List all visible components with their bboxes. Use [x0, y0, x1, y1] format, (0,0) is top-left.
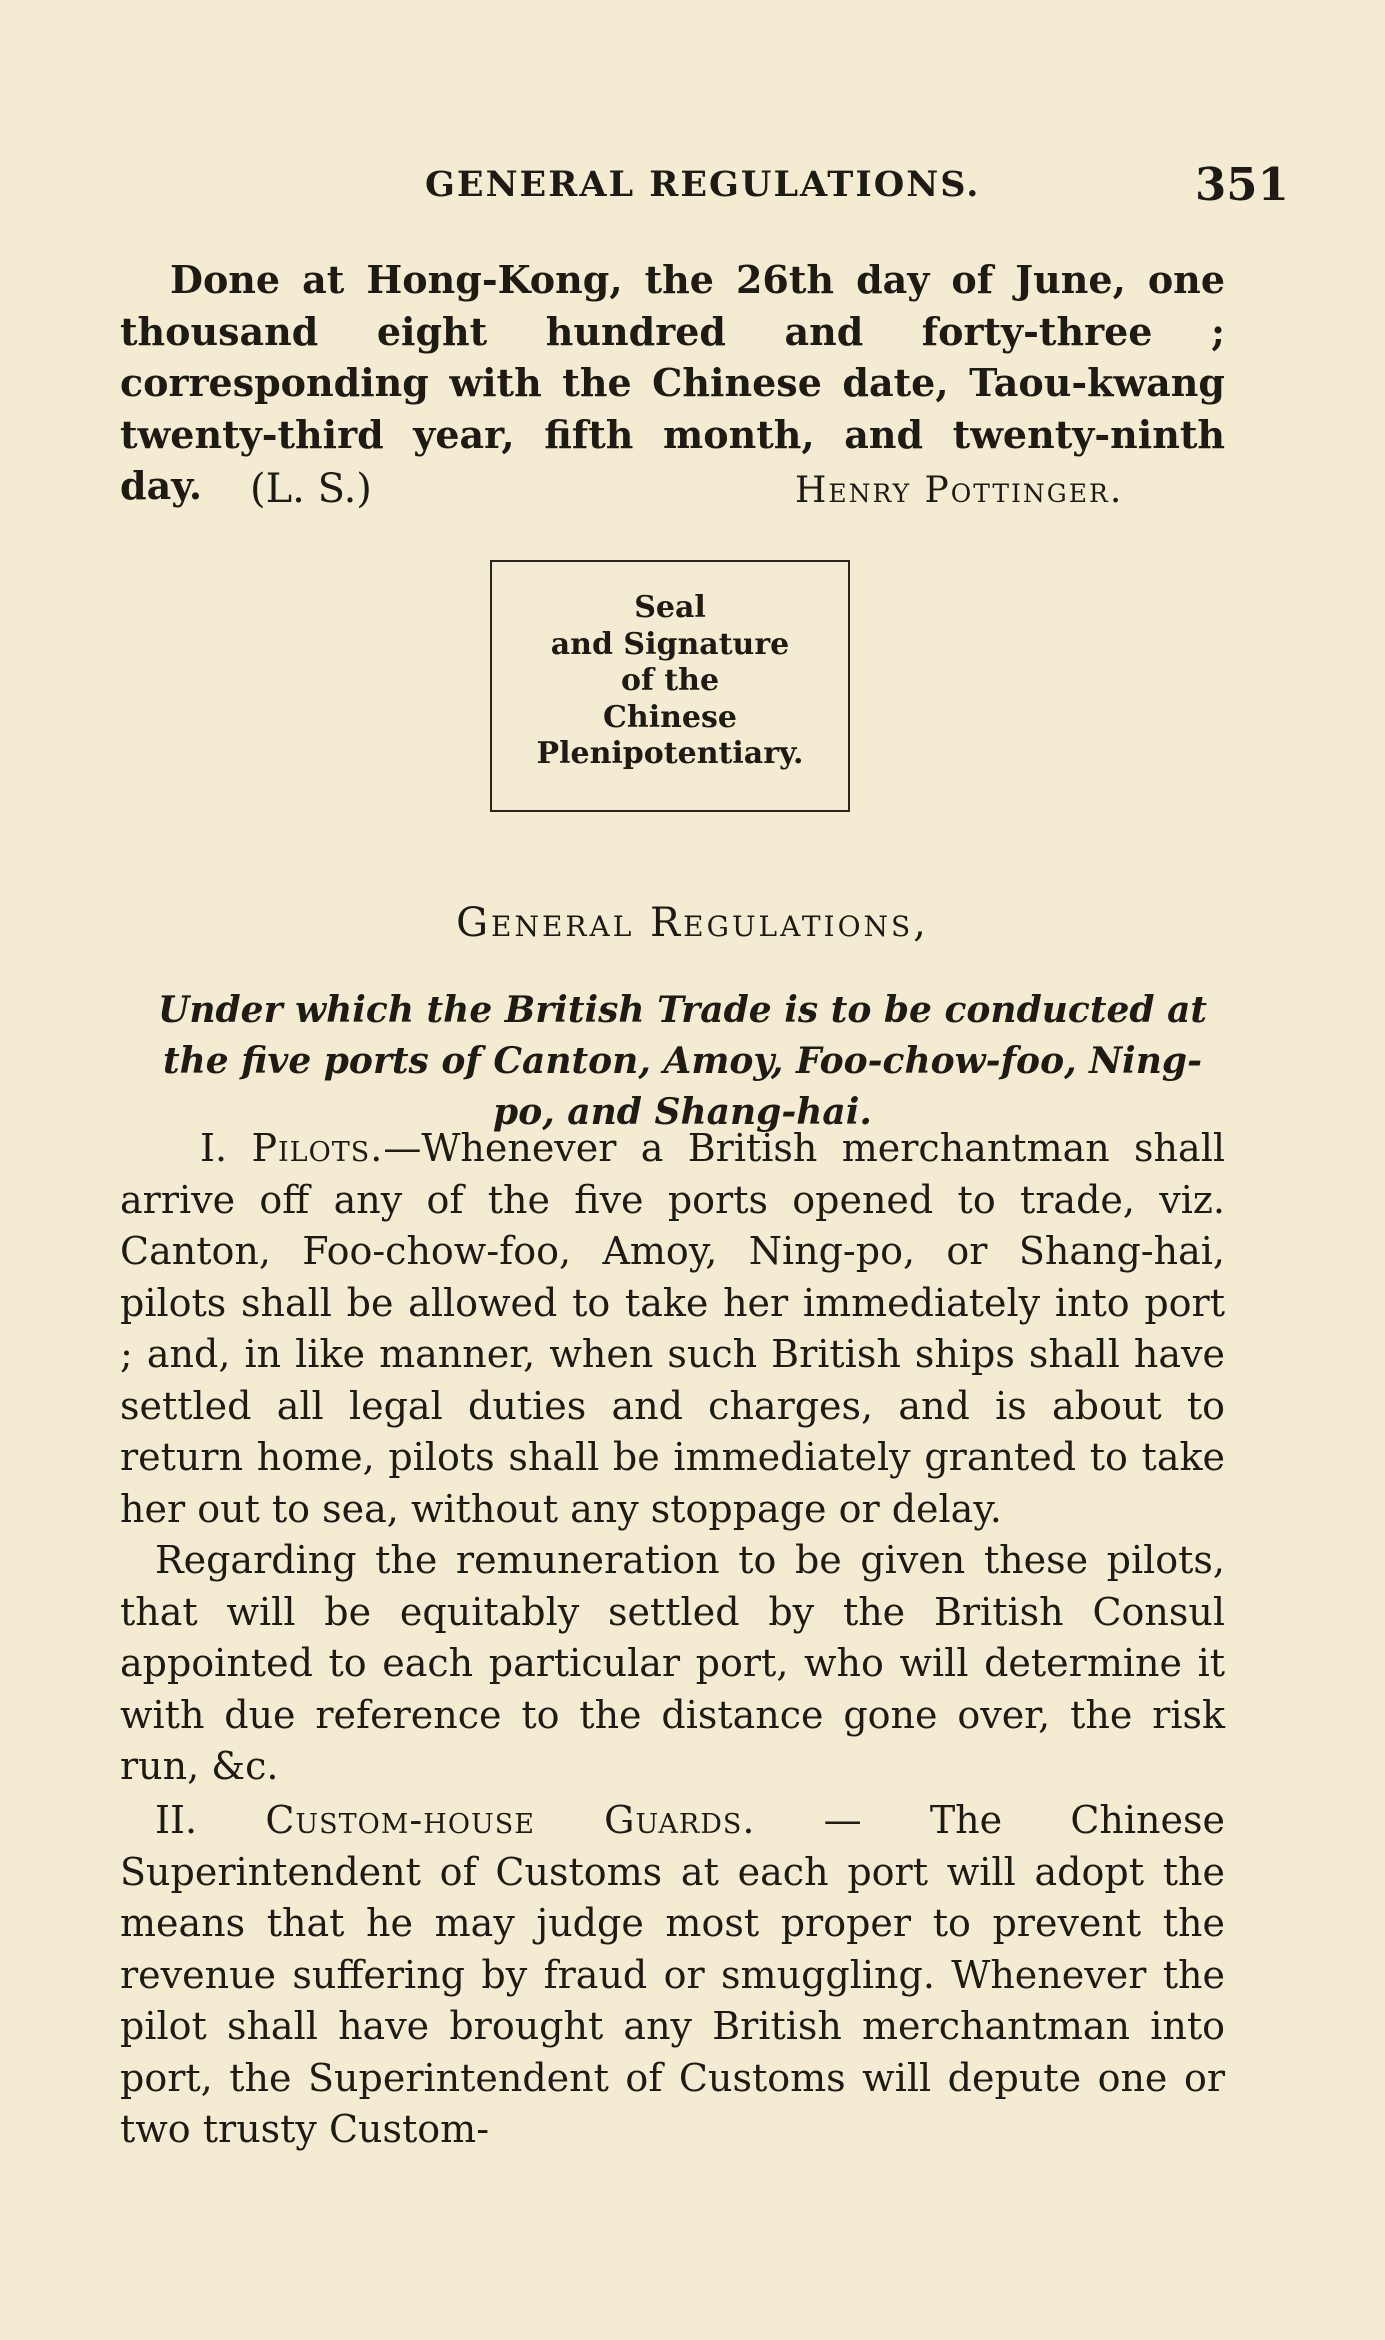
seal-mark: (L. S.) [250, 466, 372, 512]
seal-line: Seal [634, 590, 706, 625]
article-numeral: II. [155, 1798, 198, 1842]
seal-line: Chinese [603, 699, 737, 735]
section-subtitle: Under which the British Trade is to be conducted at the five ports of Canton, Amoy, Foo-chow-foo, Ning-po, and Shang-hai. [157, 989, 1208, 1133]
running-head [0, 158, 1385, 214]
page-number: 351 [1195, 158, 1289, 211]
article-custom-house-guards [120, 1795, 1225, 2156]
seal-line: and Signature [550, 626, 790, 662]
signatory-name: Henry Pottinger. [795, 470, 1124, 511]
article-text: —Whenever a British merchantman shall arrive off any of the five ports opened to trade, viz. Canton, Foo-chow-foo, Amoy, Ning-po, or Shang-hai, pilots shall be allowed to take her immediately into port ; and, in like manner, when such British ships shall have settled all legal duties and charges, and is about to return home, pilots shall be immediately granted to take her out to sea, without any stoppage or delay. [120, 1126, 1225, 1531]
article-numeral: I. [200, 1126, 228, 1170]
section-title: General Regulations, [456, 900, 929, 946]
article-pilots-continuation: Regarding the remuneration to be given these pilots, that will be equitably settled by the British Consul appointed to each particular port, who will determine it with due reference to the distance gone over, the risk run, &c. [120, 1538, 1225, 1788]
article-heading: Pilots. [251, 1126, 384, 1170]
article-text: — The Chinese Superintendent of Customs at each port will adopt the means that he may judge most proper to prevent the revenue suffering by fraud or smuggling. Whenever the pilot shall have brought any British merchantman into port, the Superintendent of Customs will depute one or two trusty Custom- [120, 1798, 1225, 2151]
closing-paragraph: Done at Hong-Kong, the 26th day of June, one thousand eight hundred and forty-three ; corresponding with the Chinese date, Taou-kwang twenty-third year, fifth month, and twenty-ninth day. [120, 257, 1225, 508]
seal-line: of the [620, 663, 720, 698]
running-title: GENERAL REGULATIONS. [425, 164, 981, 205]
seal-box-caption [490, 590, 850, 773]
seal-box-rule [490, 810, 850, 812]
seal-line: Plenipotentiary. [536, 736, 804, 771]
article-heading: Custom-house Guards. [265, 1798, 756, 1842]
article-pilots [120, 1123, 1225, 1535]
